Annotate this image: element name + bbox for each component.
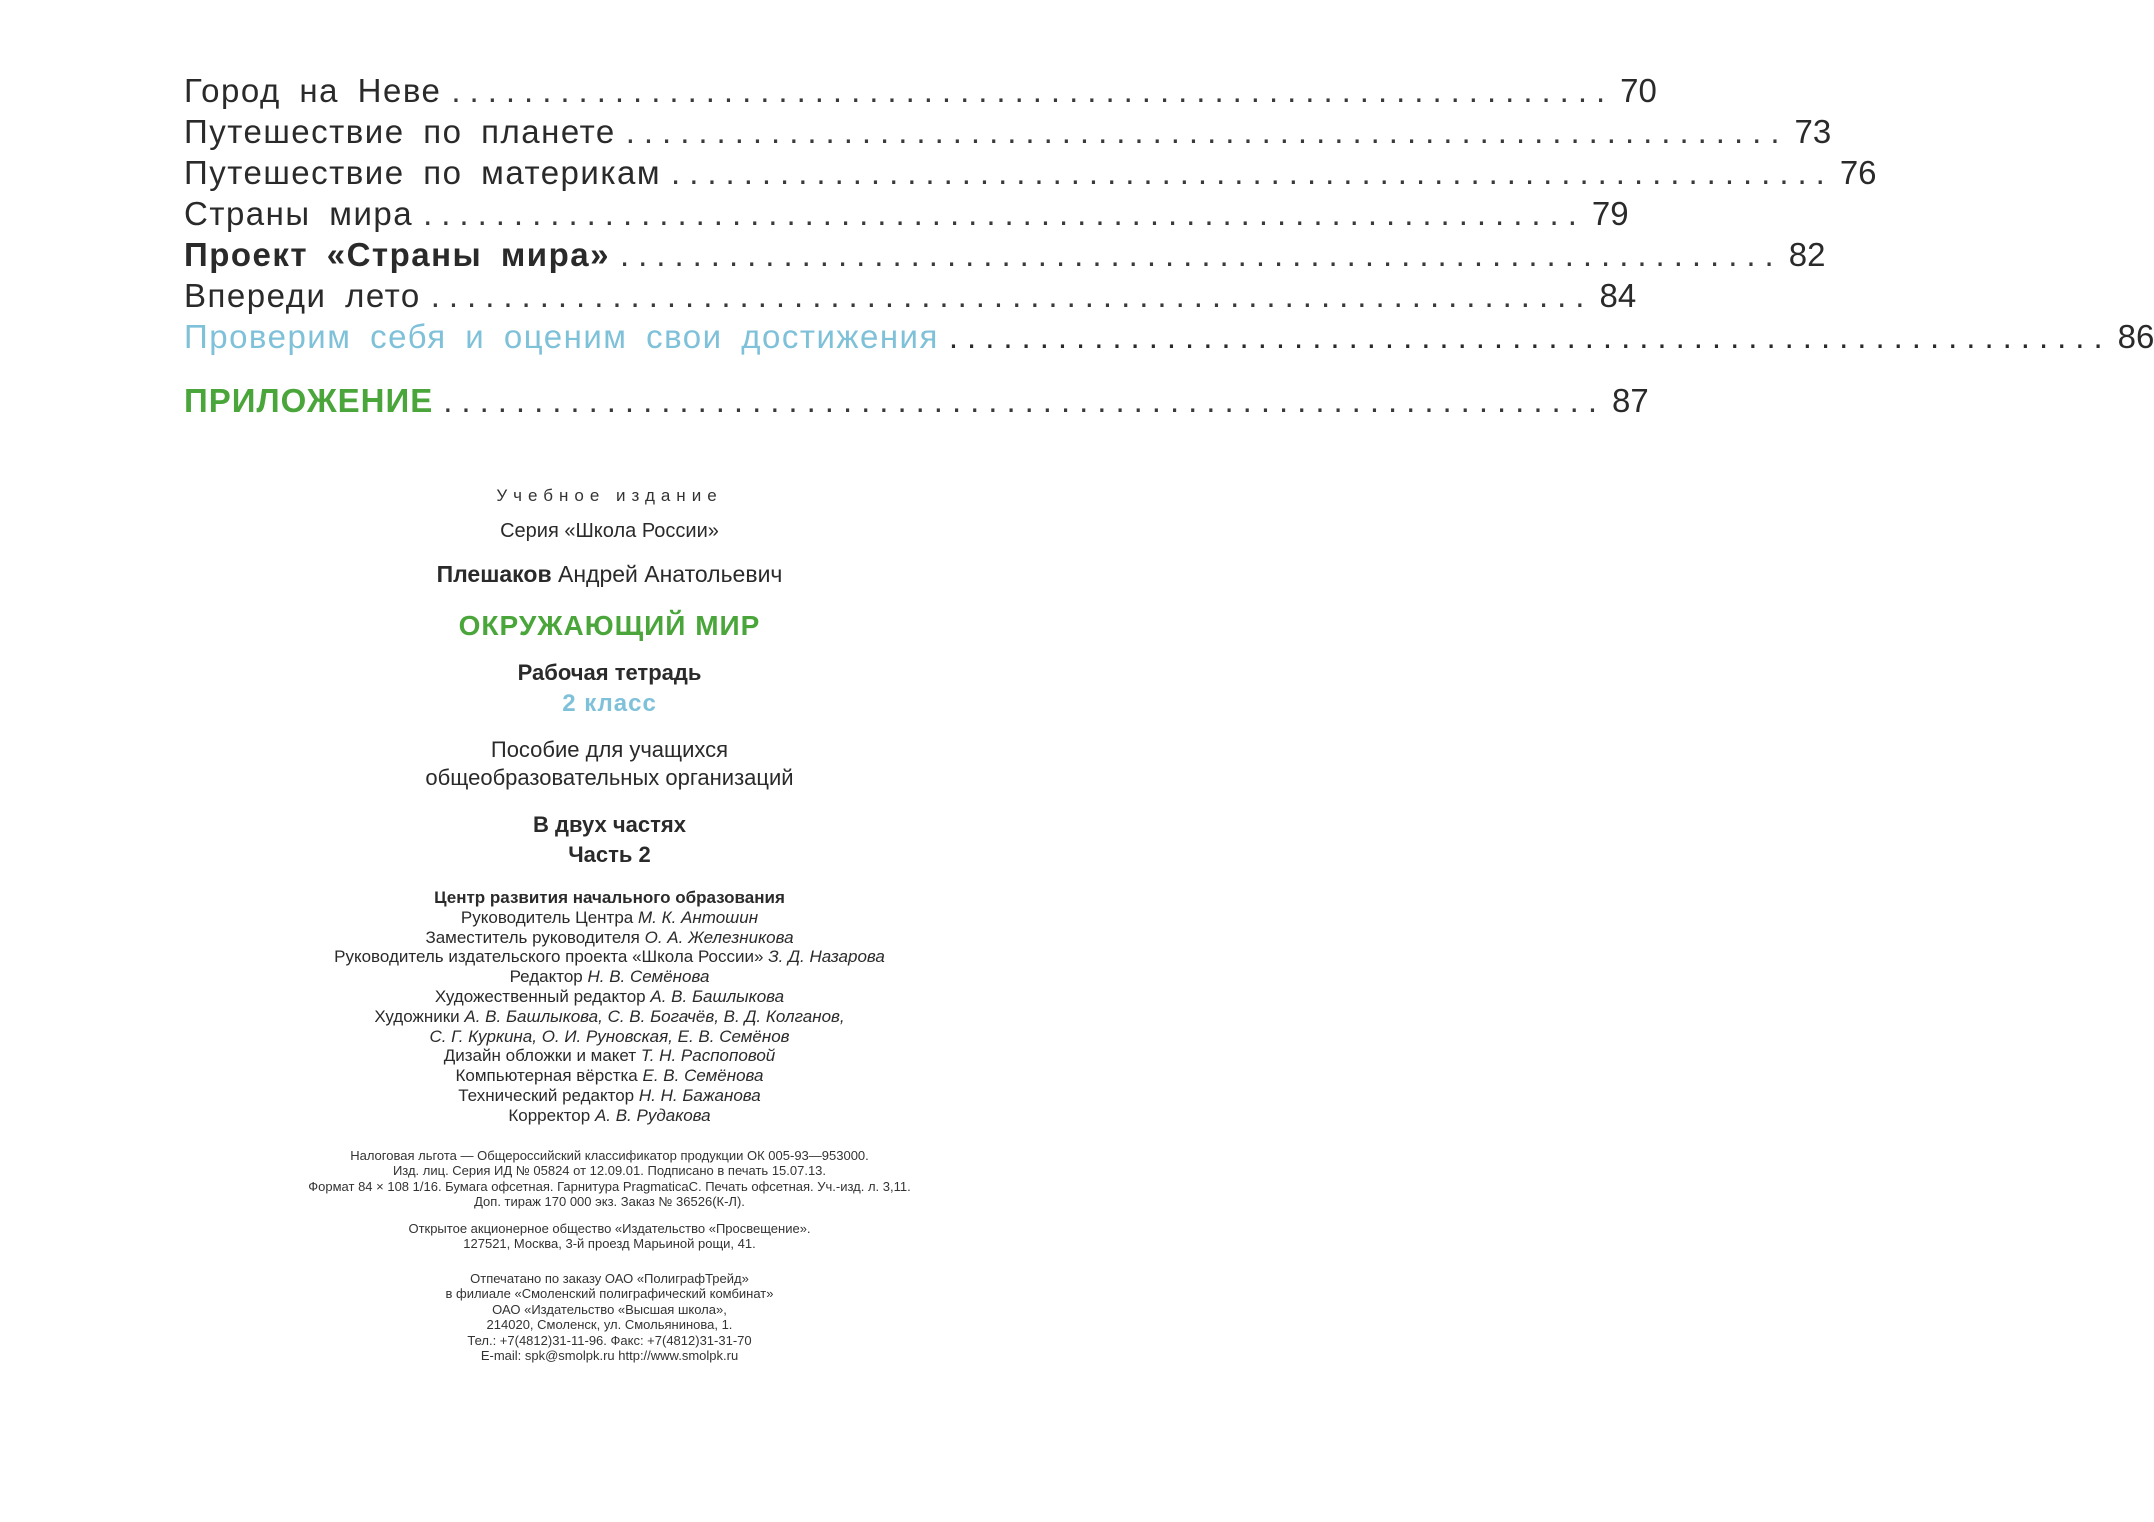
- staff-line: [46, 1086, 1173, 1106]
- series-name: Серия «Школа России»: [500, 520, 719, 542]
- staff-role: Корректор: [508, 1105, 591, 1125]
- toc-title: Проект «Страны мира»: [184, 236, 610, 273]
- toc-leader-dots: ................................................................: [671, 154, 1834, 191]
- imprint-block: [0, 486, 1127, 1364]
- printer-info: [46, 1271, 1173, 1364]
- publisher-info: [46, 1221, 1173, 1252]
- printer-line: Отпечатано по заказу ОАО «ПолиграфТрейд»: [470, 1270, 749, 1286]
- staff-role: Дизайн обложки и макет: [443, 1046, 637, 1066]
- staff-role: Редактор: [509, 967, 583, 987]
- grade-label: 2 класс: [562, 690, 657, 717]
- staff-line: [46, 1046, 1173, 1066]
- purpose-line: Пособие для учащихся: [490, 737, 729, 762]
- tech-line: Изд. лиц. Серия ИД № 05824 от 12.09.01. Подписано в печать 15.07.13.: [392, 1163, 827, 1179]
- toc-leader-dots: ................................................................: [948, 318, 2112, 355]
- staff-line: [46, 1066, 1173, 1086]
- toc-row-appendix: [184, 380, 1649, 421]
- toc-title: Страны мира: [184, 195, 414, 232]
- staff-role: Заместитель руководителя: [425, 927, 640, 947]
- staff-role: Руководитель Центра: [460, 907, 634, 927]
- toc-row-project: [184, 234, 1826, 275]
- publisher-line: Открытое акционерное общество «Издательство «Просвещение».: [408, 1220, 811, 1236]
- toc-page-number: 76: [1839, 154, 1877, 191]
- table-of-contents: [184, 70, 2154, 421]
- staff-line: [46, 947, 1173, 967]
- parts-info: [46, 810, 1173, 870]
- toc-row: [184, 111, 1832, 152]
- staff-name: Н. Н. Бажанова: [638, 1085, 761, 1105]
- staff-list: [46, 888, 1173, 1126]
- printer-line: ОАО «Издательство «Высшая школа»,: [492, 1301, 727, 1317]
- staff-line: [46, 908, 1173, 928]
- toc-leader-dots: ................................................................: [423, 195, 1586, 232]
- toc-page-number: 73: [1794, 113, 1832, 150]
- staff-line: [46, 967, 1173, 987]
- toc-row-self-check: [184, 316, 2154, 357]
- author-last-name: Плешаков: [436, 561, 552, 587]
- workbook-label: Рабочая тетрадь: [517, 660, 702, 685]
- staff-role: Художественный редактор: [434, 986, 646, 1006]
- staff-heading: Центр развития начального образования: [434, 888, 785, 907]
- toc-row: [184, 275, 1637, 316]
- toc-page-number: 70: [1620, 72, 1657, 109]
- toc-page-number: 82: [1788, 236, 1826, 273]
- staff-name: М. К. Антошин: [637, 907, 759, 927]
- staff-line: [46, 1027, 1173, 1047]
- staff-line: [46, 1106, 1173, 1126]
- toc-title: Впереди лето: [184, 277, 421, 314]
- staff-name: А. В. Рудакова: [594, 1105, 711, 1125]
- printer-line: 214020, Смоленск, ул. Смольянинова, 1.: [486, 1317, 733, 1333]
- staff-role: Художники: [374, 1006, 460, 1026]
- toc-leader-dots: ................................................................: [430, 277, 1594, 314]
- technical-details: [46, 1148, 1173, 1210]
- purpose: [46, 736, 1173, 792]
- toc-page-number: 84: [1599, 277, 1637, 314]
- staff-name: С. Г. Куркина, О. И. Руновская, Е. В. Семёнов: [429, 1026, 790, 1046]
- staff-name: О. А. Железникова: [644, 927, 794, 947]
- publisher-line: 127521, Москва, 3-й проезд Марьиной рощи, 41.: [463, 1236, 756, 1252]
- toc-page-number: 79: [1591, 195, 1629, 232]
- toc-title: Путешествие по материкам: [184, 154, 662, 191]
- parts-count: В двух частях: [533, 812, 686, 837]
- staff-name: З. Д. Назарова: [768, 947, 885, 967]
- printer-line: в филиале «Смоленский полиграфический комбинат»: [445, 1286, 774, 1302]
- toc-title: ПРИЛОЖЕНИЕ: [184, 382, 434, 419]
- staff-name: Н. В. Семёнова: [587, 967, 710, 987]
- author: [330, 561, 890, 588]
- part-number: Часть 2: [568, 842, 651, 867]
- staff-role: Руководитель издательского проекта «Школа России»: [334, 947, 764, 967]
- staff-name: Т. Н. Распоповой: [640, 1046, 776, 1066]
- staff-role: Компьютерная вёрстка: [455, 1066, 638, 1086]
- purpose-line: общеобразовательных организаций: [425, 765, 794, 790]
- staff-line: [46, 987, 1173, 1007]
- toc-page-number: 86: [2117, 318, 2154, 355]
- toc-row: [184, 152, 1877, 193]
- toc-leader-dots: ................................................................: [625, 113, 1789, 150]
- staff-name: А. В. Башлыкова, С. В. Богачёв, В. Д. Колганов,: [464, 1006, 845, 1026]
- printer-line: E-mail: spk@smolpk.ru http://www.smolpk.ru: [480, 1348, 739, 1364]
- staff-name: А. В. Башлыкова: [650, 986, 785, 1006]
- toc-leader-dots: ................................................................: [619, 236, 1783, 273]
- toc-row: [184, 70, 1657, 111]
- book-title: ОКРУЖАЮЩИЙ МИР: [458, 610, 761, 641]
- staff-line: [46, 1007, 1173, 1027]
- toc-title: Город на Неве: [184, 72, 442, 109]
- author-first-name: Андрей Анатольевич: [557, 561, 783, 587]
- staff-role: Технический редактор: [458, 1085, 635, 1105]
- tech-line: Формат 84 × 108 1/16. Бумага офсетная. Гарнитура PragmaticaC. Печать офсетная. Уч.-изд. л. 3,11.: [308, 1178, 911, 1194]
- toc-title: Проверим себя и оценим свои достижения: [184, 318, 939, 355]
- publication-kind: Учебное издание: [496, 486, 723, 505]
- staff-line: [46, 928, 1173, 948]
- tech-line: Налоговая льгота — Общероссийский классификатор продукции ОК 005-93—953000.: [350, 1147, 869, 1163]
- toc-leader-dots: ................................................................: [451, 72, 1615, 109]
- toc-row: [184, 193, 1629, 234]
- staff-name: Е. В. Семёнова: [642, 1066, 764, 1086]
- toc-page-number: 87: [1612, 382, 1649, 419]
- printer-line: Тел.: +7(4812)31-11-96. Факс: +7(4812)31-31-70: [467, 1332, 752, 1348]
- tech-line: Доп. тираж 170 000 экз. Заказ № 36526(К-Л).: [474, 1194, 745, 1210]
- toc-leader-dots: ................................................................: [443, 382, 1607, 419]
- toc-title: Путешествие по планете: [184, 113, 616, 150]
